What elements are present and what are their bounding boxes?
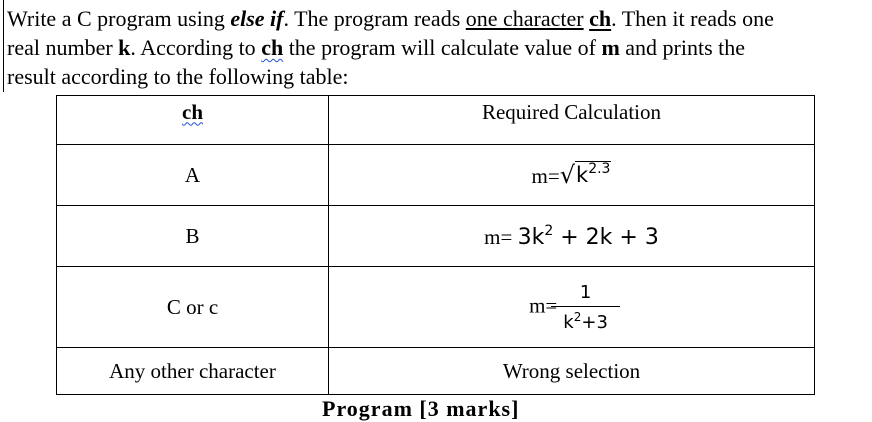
radicand-exponent: 2.3 [588,160,611,177]
denominator-base: k [563,311,574,333]
question-text-fragment: . The program reads [283,6,466,31]
question-line-2 [7,33,867,62]
table-row [57,206,815,267]
ch-value: C or c [166,294,219,319]
formula-prefix: m= [531,164,560,189]
fraction-numerator: 1 [551,282,620,307]
header-ch [57,96,329,145]
row-formula-cell [329,206,815,267]
row-ch-cell [57,348,329,395]
row-formula-cell [329,267,815,348]
polynomial-exponent: 2 [544,222,554,239]
table-header-row [57,96,815,145]
row-formula-cell [329,145,815,206]
header-required-calculation [329,96,815,145]
ch-value: A [184,162,201,187]
fraction-denominator [557,307,614,333]
ch-variable: ch [589,6,612,31]
one-character-phrase: one character [465,6,584,31]
question-text-fragment: the program will calculate value of [283,35,602,60]
formula-prefix: m= [529,292,558,317]
question-text-fragment: . Then it reads one [611,6,774,31]
row-ch-cell [57,145,329,206]
question-text-fragment: real number [7,35,119,60]
question-line-1 [7,4,867,33]
polynomial-rest: + 2k + 3 [553,224,659,250]
formula-prefix: m= [484,224,518,249]
polynomial-term: 3k [517,224,545,250]
question-text [7,4,867,91]
table-row [57,267,815,348]
radicand [575,161,611,187]
sqrt-expression [559,160,612,190]
table-row [57,145,815,206]
ch-variable: ch [261,35,284,60]
question-text-fragment: Write a C program using [7,6,231,31]
fraction-expression [557,282,614,333]
else-if-keyword: else if [230,6,284,31]
radical-icon: √ [559,161,576,190]
header-calc-label: Required Calculation [481,99,662,124]
question-text-fragment: . According to [130,35,262,60]
row-ch-cell [57,267,329,348]
question-line-3: result according to the following table: [7,64,349,89]
cut-off-footer-text: Program [3 marks] [322,396,520,421]
row-formula-cell [329,348,815,395]
radicand-base: k [576,162,589,187]
table-row [57,348,815,395]
ch-value: Any other character [109,358,276,383]
denominator-rest: +3 [581,311,608,333]
m-variable: m [601,35,620,60]
page-left-border [3,0,4,92]
question-text-fragment: and prints the [619,35,746,60]
wrong-selection-text: Wrong selection [502,358,641,383]
denominator-exponent: 2 [573,309,582,324]
k-variable: k [118,35,131,60]
header-ch-label: ch [182,99,203,124]
calculation-table [56,95,815,395]
row-ch-cell [57,206,329,267]
polynomial-expression [517,222,659,250]
ch-value: B [185,223,200,248]
